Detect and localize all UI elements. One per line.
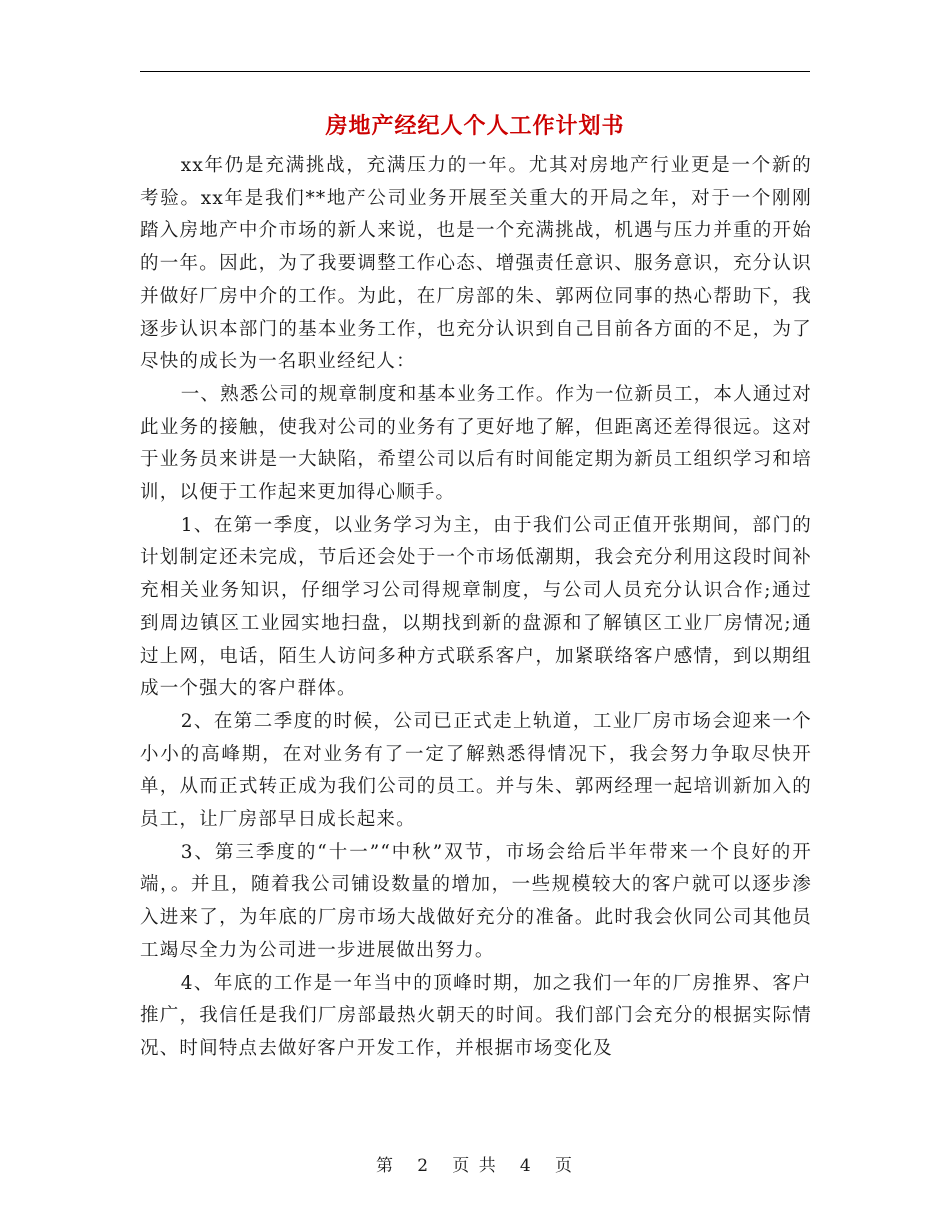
page-footer <box>0 1153 950 1179</box>
paragraph-q3: 3、第三季度的“十一”“中秋”双节，市场会给后半年带来一个良好的开端，。并且，随着我公司铺设数量的增加，一些规模较大的客户就可以逐步渗入进来了，为年底的厂房市场大战做好充分的准备。此时我会伙同公司其他员工竭尽全力为公司进一步进展做出努力。 <box>140 841 812 961</box>
document-body <box>140 150 812 1066</box>
paragraph-q2: 2、在第二季度的时候，公司已正式走上轨道，工业厂房市场会迎来一个小小的高峰期，在对业务有了一定了解熟悉得情况下，我会努力争取尽快开单，从而正式转正成为我们公司的员工。并与朱、郭两经理一起培训新加入的员工，让厂房部早日成长起来。 <box>140 710 812 831</box>
document-title: 房地产经纪人个人工作计划书 <box>325 113 625 139</box>
page-label-prefix: 第 <box>376 1156 396 1176</box>
header-rule <box>140 71 810 72</box>
page-label-mid: 页 共 <box>452 1156 498 1176</box>
paragraph-q1: 1、在第一季度，以业务学习为主，由于我们公司正值开张期间，部门的计划制定还未完成，节后还会处于一个市场低潮期，我会充分利用这段时间补充相关业务知识，仔细学习公司得规章制度，与公司人员充分认识合作;通过到周边镇区工业园实地扫盘，以期找到新的盘源和了解镇区工业厂房情况;通过上网，电话，陌生人访问多种方式联系客户，加紧联络客户感情，到以期组成一个强大的客户群体。 <box>140 514 812 700</box>
paragraph-section-1: 一、熟悉公司的规章制度和基本业务工作。作为一位新员工，本人通过对此业务的接触，使我对公司的业务有了更好地了解，但距离还差得很远。这对于业务员来讲是一大缺陷，希望公司以后有时间能定期为新员工组织学习和培训，以便于工作起来更加得心顺手。 <box>140 383 812 504</box>
current-page-number: 2 <box>417 1156 431 1176</box>
paragraph-q4: 4、年底的工作是一年当中的顶峰时期，加之我们一年的厂房推界、客户推广，我信任是我们厂房部最热火朝天的时间。我们部门会充分的根据实际情况、时间特点去做好客户开发工作，并根据市场变化及 <box>140 972 812 1059</box>
paragraph-intro: xx年仍是充满挑战，充满压力的一年。尤其对房地产行业更是一个新的考验。xx年是我们**地产公司业务开展至关重大的开局之年，对于一个刚刚踏入房地产中介市场的新人来说，也是一个充满挑战，机遇与压力并重的开始的一年。因此，为了我要调整工作心态、增强责任意识、服务意识，充分认识并做好厂房中介的工作。为此，在厂房部的朱、郭两位同事的热心帮助下，我逐步认识本部门的基本业务工作，也充分认识到自己目前各方面的不足，为了尽快的成长为一名职业经纪人： <box>140 155 812 373</box>
page-label-suffix: 页 <box>554 1156 574 1176</box>
total-pages-number: 4 <box>519 1156 533 1176</box>
